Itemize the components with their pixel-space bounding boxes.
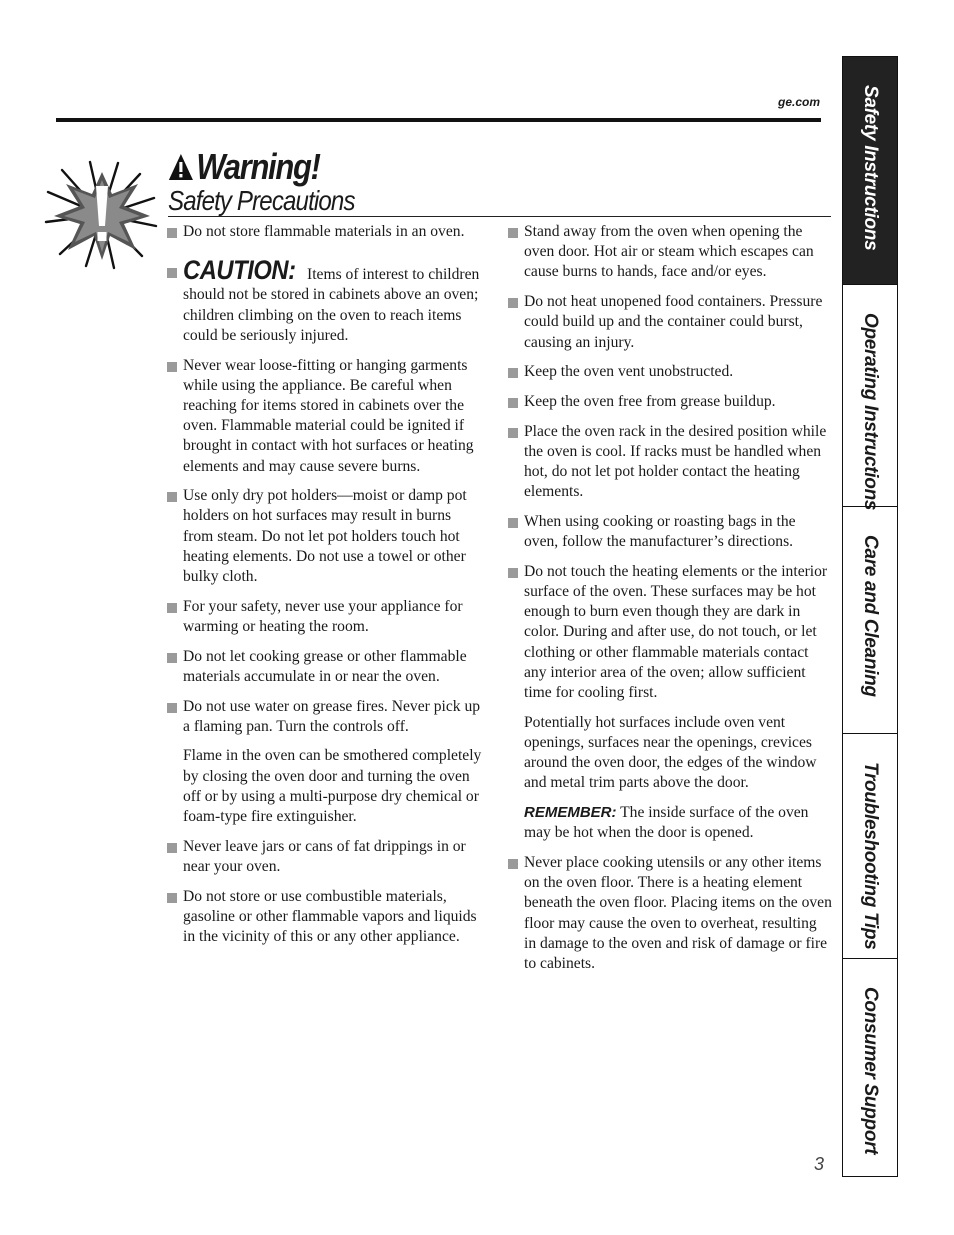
tab-operating-instructions[interactable]: [843, 284, 897, 511]
list-item: Do not store or use combustible materials, gasoline or other flammable vapors and liquids in the vicinity of this or any other appliance.: [167, 887, 485, 948]
list-item: Do not use water on grease fires. Never pick up a flaming pan. Turn the controls off.: [167, 697, 485, 737]
list-item: Keep the oven vent unobstructed.: [508, 362, 832, 382]
right-column: [508, 222, 832, 984]
remember-note: [508, 803, 832, 843]
remember-text: The inside surface of the oven may be hot when the door is opened.: [524, 804, 809, 842]
tab-troubleshooting-tips[interactable]: [843, 733, 897, 958]
caution-item: [167, 255, 485, 346]
page-number: 3: [813, 1154, 824, 1174]
list-item: Do not store flammable materials in an oven.: [167, 222, 485, 242]
remember-label: REMEMBER:: [524, 804, 617, 822]
list-item: Place the oven rack in the desired position while the oven is cool. If racks must be handled when hot, do not let pot holder contact the heating elements.: [508, 422, 832, 503]
list-item: Do not let cooking grease or other flammable materials accumulate in or near the oven.: [167, 647, 485, 687]
list-item: When using cooking or roasting bags in the oven, follow the manufacturer’s directions.: [508, 512, 832, 552]
left-column: [167, 222, 485, 957]
page-subtitle: Safety Precautions: [168, 185, 355, 216]
list-item: Do not touch the heating elements or the interior surface of the oven. These surfaces may be hot enough to burn even though they are dark in color. During and after use, do not touch, or let clothing or other flammable materials contact any interior area of the oven; allow sufficient time for cooling first.: [508, 562, 832, 703]
list-item: Do not heat unopened food containers. Pressure could build up and the container could burst, causing an injury.: [508, 292, 832, 353]
caution-text: Items of interest to children should not be stored in cabinets above an oven; children climbing on the oven to reach items could be seriously injured.: [183, 266, 480, 344]
list-item: Keep the oven free from grease buildup.: [508, 392, 832, 412]
page-title: [168, 146, 320, 188]
tab-label: Troubleshooting Tips: [860, 762, 881, 950]
section-tabs: [842, 56, 898, 1177]
list-item: Use only dry pot holders—moist or damp pot holders on hot surfaces may result in burns from steam. Do not let pot holders touch hot heating elements. Do not use a towel or other bulky cloth.: [167, 486, 485, 587]
paragraph: Potentially hot surfaces include oven vent openings, surfaces near the openings, crevices around the oven door, the edges of the window and metal trim parts above the door.: [524, 713, 817, 792]
warning-burst-icon: [42, 160, 162, 270]
list-item: Never place cooking utensils or any other items on the oven floor. There is a heating element beneath the oven floor. Placing items on the oven floor may cause the oven to overheat, resulting in damage to the oven and risk of damage or fire to cabinets.: [508, 853, 832, 974]
tab-safety-instructions[interactable]: [843, 57, 897, 284]
tab-label: Care and Cleaning: [860, 535, 881, 697]
site-url: ge.com: [777, 95, 820, 109]
header-rule: [56, 118, 821, 122]
tab-label: Safety Instructions: [860, 85, 881, 251]
tab-label: Operating Instructions: [860, 313, 881, 511]
list-item: For your safety, never use your appliance for warming or heating the room.: [167, 597, 485, 637]
warning-triangle-icon: [168, 153, 194, 181]
list-item: Never wear loose-fitting or hanging garments while using the appliance. Be careful when reaching for items stored in cabinets over the oven. Flammable material could be ignited if brought in contact with hot surfaces or heating elements and may cause severe burns.: [167, 356, 485, 477]
tab-consumer-support[interactable]: [843, 958, 897, 1178]
page-title-text: Warning!: [196, 146, 320, 187]
paragraph: Flame in the oven can be smothered completely by closing the oven door and turning the oven off or by using a multi-purpose dry chemical or foam-type fire extinguisher.: [183, 747, 482, 826]
list-item: Stand away from the oven when opening the oven door. Hot air or steam which escapes can cause burns to hands, face and/or eyes.: [508, 222, 832, 283]
caution-label: CAUTION:: [183, 255, 296, 286]
heading-rule: [168, 216, 831, 217]
tab-care-and-cleaning[interactable]: [843, 506, 897, 733]
tab-label: Consumer Support: [860, 987, 881, 1155]
list-item: Never leave jars or cans of fat drippings in or near your oven.: [167, 837, 485, 877]
